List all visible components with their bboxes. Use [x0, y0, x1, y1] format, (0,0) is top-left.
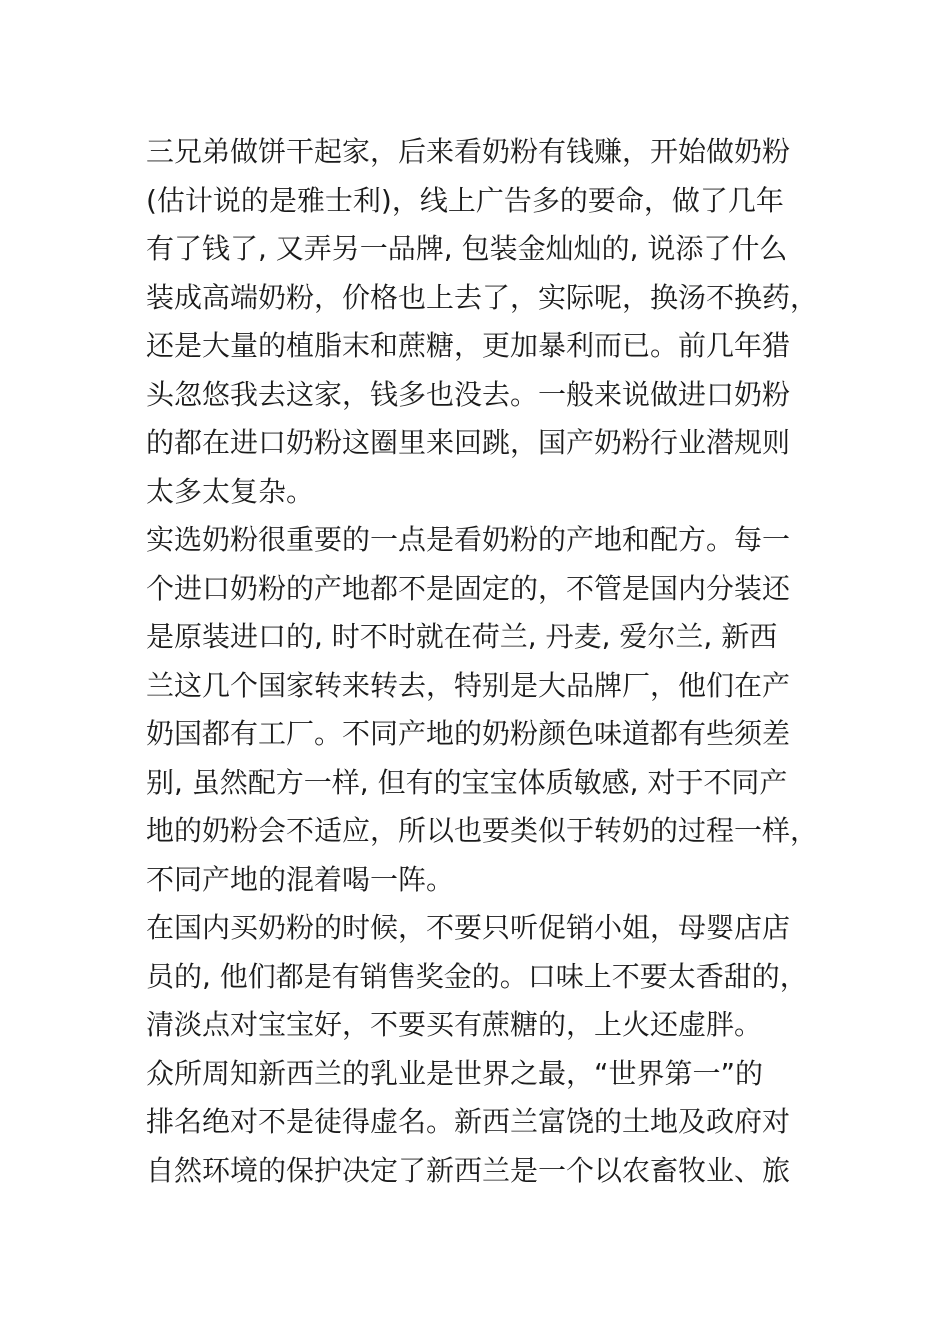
text-line: 兰这几个国家转来转去，特别是大品牌厂，他们在产 — [146, 668, 791, 702]
text-line: 头忽悠我去这家，钱多也没去。一般来说做进口奶粉 — [146, 377, 791, 411]
text-line: 排名绝对不是徒得虚名。新西兰富饶的土地及政府对 — [146, 1105, 791, 1138]
text-line: 不同产地的混着喝一阵。 — [146, 862, 455, 896]
text-line: 是原装进口的, 时不时就在荷兰, 丹麦, 爱尔兰, 新西 — [146, 620, 778, 653]
text-line: 有了钱了, 又弄另一品牌, 包装金灿灿的, 说添了什么 — [146, 232, 788, 265]
text-line: (估计说的是雅士利)，线上广告多的要命，做了几年 — [146, 183, 784, 217]
text-line: 在国内买奶粉的时候，不要只听促销小姐，母婴店店 — [146, 911, 791, 944]
text-line: 的都在进口奶粉这圈里来回跳，国产奶粉行业潜规则 — [146, 426, 791, 459]
body-text — [146, 128, 826, 1195]
text-line: 地的奶粉会不适应，所以也要类似于转奶的过程一样， — [146, 814, 819, 847]
text-line: 别, 虽然配方一样, 但有的宝宝体质敏感, 对于不同产 — [146, 765, 788, 799]
text-line: 清淡点对宝宝好，不要买有蔗糖的，上火还虚胖。 — [146, 1008, 763, 1041]
text-line: 员的, 他们都是有销售奖金的。口味上不要太香甜的， — [146, 959, 808, 993]
text-line: 还是大量的植脂末和蔗糖，更加暴利而已。前几年猎 — [146, 329, 791, 362]
text-line: 自然环境的保护决定了新西兰是一个以农畜牧业、旅 — [146, 1153, 791, 1187]
text-line: 奶国都有工厂。不同产地的奶粉颜色味道都有些须差 — [146, 717, 791, 750]
text-line: 个进口奶粉的产地都不是固定的，不管是国内分装还 — [146, 571, 791, 605]
text-line: 三兄弟做饼干起家，后来看奶粉有钱赚，开始做奶粉 — [146, 135, 791, 168]
text-line: 太多太复杂。 — [146, 474, 315, 508]
text-line: 实选奶粉很重要的一点是看奶粉的产地和配方。每一 — [146, 523, 791, 556]
text-line: 众所周知新西兰的乳业是世界之最，“世界第一”的 — [146, 1056, 764, 1090]
text-line: 装成高端奶粉，价格也上去了，实际呢，换汤不换药， — [146, 280, 819, 314]
